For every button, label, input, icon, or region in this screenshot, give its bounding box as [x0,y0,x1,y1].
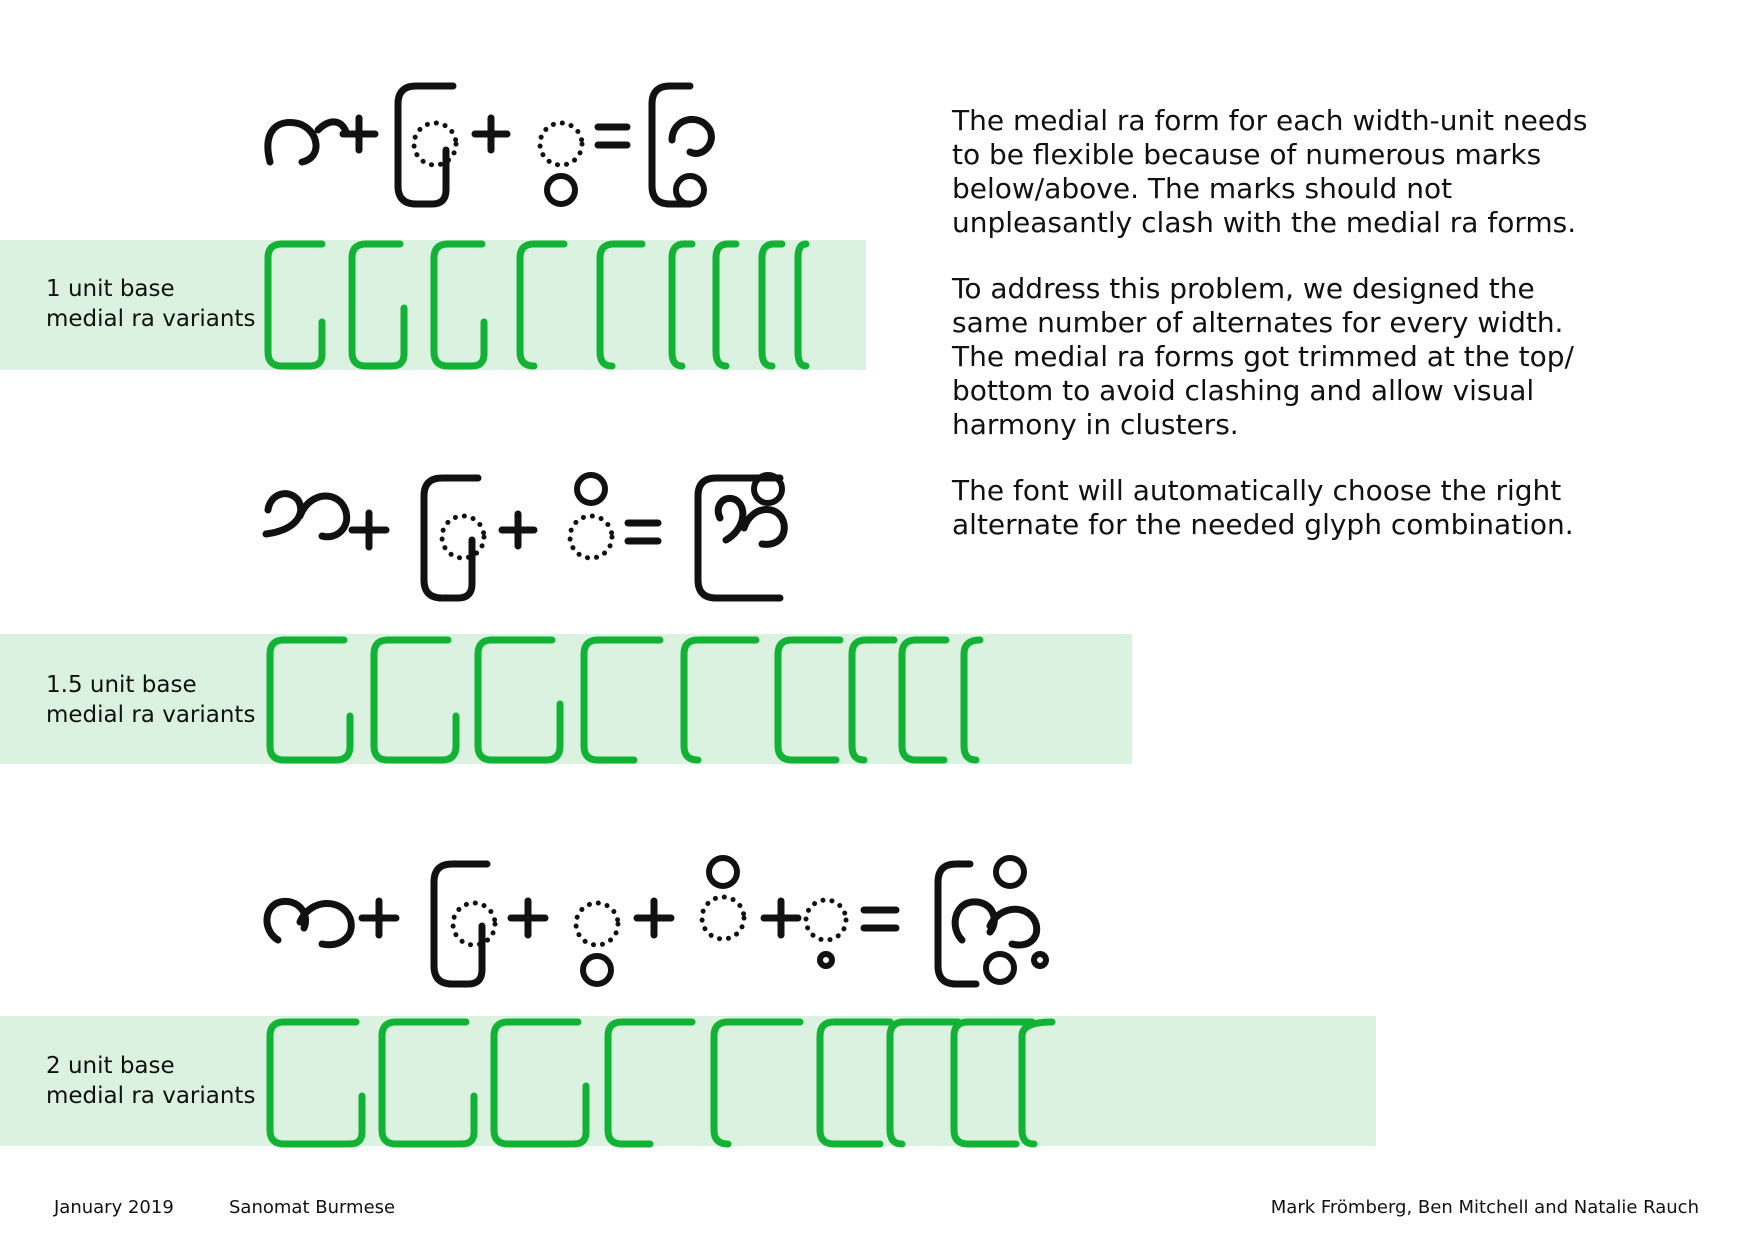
variant-3-d [608,1022,692,1144]
variant-3-b [382,1022,474,1144]
section-label-line1: 2 unit base [46,1053,175,1079]
section-label-line1: 1 unit base [46,276,175,302]
description-paragraph-2: To address this problem, we designed the same number of alternates for every width. The medial ra forms got trimmed at the top/ bottom to avoid clashing and allow visual harmony in clusters. [952,272,1574,441]
variant-3-a [270,1022,362,1144]
footer-authors: Mark Frömberg, Ben Mitchell and Natalie Rauch [1270,1197,1699,1218]
description-paragraph-3: The font will automatically choose the right alternate for the needed glyph combination. [952,474,1574,541]
section-label-line2: medial ra variants [46,306,256,332]
variant-3-g [890,1022,958,1144]
variant-3-f [820,1022,890,1144]
description-paragraph-1: The medial ra form for each width-unit needs to be flexible because of numerous marks below/above. The marks should not unpleasantly clash with the medial ra forms. [952,104,1588,239]
section-label-line1: 1.5 unit base [46,672,197,698]
footer-date: January 2019 [54,1197,174,1218]
variant-3-e [714,1022,800,1144]
footer-project: Sanomat Burmese [229,1197,396,1218]
variant-3-i [1022,1022,1052,1144]
variant-3-c [494,1022,586,1144]
section-label-line2: medial ra variants [46,1083,256,1109]
section-label-line2: medial ra variants [46,702,256,728]
description [952,104,1592,574]
